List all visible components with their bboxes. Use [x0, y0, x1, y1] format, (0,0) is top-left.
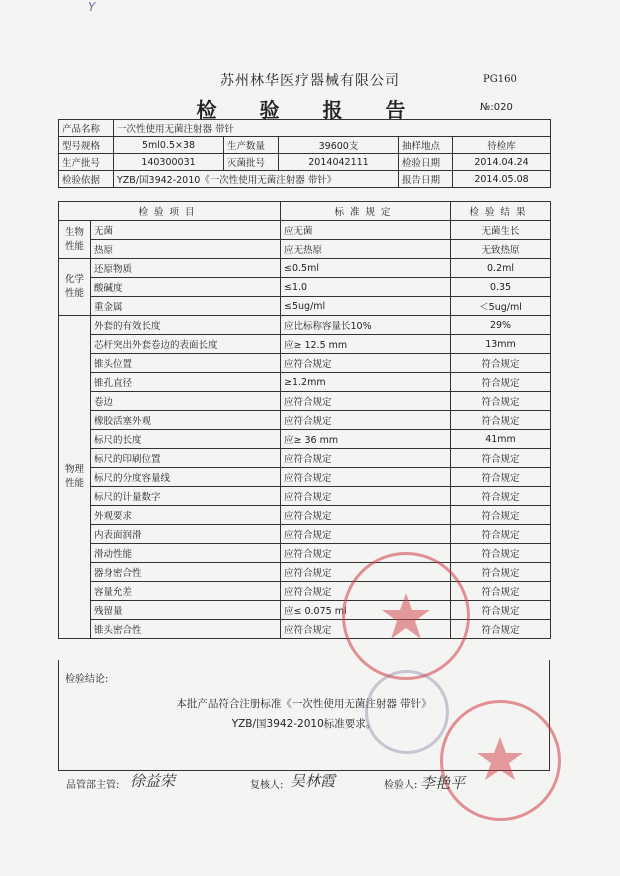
table-row	[59, 601, 551, 620]
basis-label: 检验依据	[59, 171, 114, 188]
item-cell: 滑动性能	[91, 544, 281, 563]
item-cell: 锥头密合性	[91, 620, 281, 639]
model-label: 型号规格	[59, 137, 114, 154]
std-cell: 应无热原	[281, 240, 451, 259]
result-cell: 符合规定	[451, 392, 551, 411]
result-cell: 符合规定	[451, 525, 551, 544]
col-header-result: 检验结果	[451, 202, 551, 221]
table-row	[59, 563, 551, 582]
item-cell: 芯杆突出外套卷边的表面长度	[91, 335, 281, 354]
test-table	[58, 201, 551, 639]
result-cell: 符合规定	[451, 354, 551, 373]
result-cell: 29%	[451, 316, 551, 335]
item-cell: 标尺的长度	[91, 430, 281, 449]
qty-value: 39600支	[279, 137, 399, 154]
steril-batch-label: 灭菌批号	[224, 154, 279, 171]
result-cell: 符合规定	[451, 506, 551, 525]
table-row	[59, 468, 551, 487]
std-cell: 应符合规定	[281, 468, 451, 487]
item-cell: 标尺的计量数字	[91, 487, 281, 506]
table-row	[59, 582, 551, 601]
std-cell: 应≤ 0.075 ml	[281, 601, 451, 620]
product-name-label: 产品名称	[59, 120, 114, 137]
steril-batch-value: 2014042111	[279, 154, 399, 171]
item-cell: 还原物质	[91, 259, 281, 278]
qty-label: 生产数量	[224, 137, 279, 154]
col-header-std: 标准规定	[281, 202, 451, 221]
std-cell: 应符合规定	[281, 525, 451, 544]
batch-label: 生产批号	[59, 154, 114, 171]
table-row	[59, 430, 551, 449]
table-row	[59, 411, 551, 430]
item-cell: 无菌	[91, 221, 281, 240]
result-cell: 符合规定	[451, 544, 551, 563]
std-cell: 应≥ 12.5 mm	[281, 335, 451, 354]
seal-star-icon	[345, 555, 467, 677]
std-cell: 应符合规定	[281, 449, 451, 468]
result-cell: 无菌生长	[451, 221, 551, 240]
result-cell: 符合规定	[451, 563, 551, 582]
item-cell: 酸碱度	[91, 278, 281, 297]
std-cell: 应符合规定	[281, 354, 451, 373]
inspector-signature: 李艳平	[420, 774, 466, 792]
item-cell: 锥孔直径	[91, 373, 281, 392]
category-chem: 化学性能	[59, 259, 91, 316]
product-name: 一次性使用无菌注射器 带针	[114, 120, 551, 137]
result-cell: 符合规定	[451, 411, 551, 430]
std-cell: ≤1.0	[281, 278, 451, 297]
category-phys: 物理性能	[59, 316, 91, 639]
report-title: 检 验 报 告	[196, 98, 424, 122]
table-row	[59, 506, 551, 525]
report-date-label: 报告日期	[399, 171, 453, 188]
col-header-item: 检验项目	[59, 202, 281, 221]
reviewer-signature: 吴林霞	[290, 772, 336, 790]
result-cell: 符合规定	[451, 620, 551, 639]
item-cell: 容量允差	[91, 582, 281, 601]
table-row	[59, 354, 551, 373]
basis-value: YZB/国3942-2010《一次性使用无菌注射器 带针》	[114, 171, 399, 188]
result-cell: 符合规定	[451, 373, 551, 392]
std-cell: 应符合规定	[281, 544, 451, 563]
table-row	[59, 544, 551, 563]
result-cell: 符合规定	[451, 449, 551, 468]
std-cell: 应符合规定	[281, 506, 451, 525]
table-row	[59, 221, 551, 240]
qa-head-label: 品管部主管:	[66, 780, 120, 791]
item-cell: 橡胶活塞外观	[91, 411, 281, 430]
result-cell: 无致热原	[451, 240, 551, 259]
inspector-label: 检验人:	[384, 780, 418, 791]
result-cell: 0.35	[451, 278, 551, 297]
faded-seal	[365, 670, 449, 754]
result-cell: ＜5ug/ml	[451, 297, 551, 316]
table-row	[59, 240, 551, 259]
quality-seal	[440, 700, 561, 821]
std-cell: ≥1.2mm	[281, 373, 451, 392]
item-cell: 重金属	[91, 297, 281, 316]
inspect-date-label: 检验日期	[399, 154, 453, 171]
item-cell: 标尺的印刷位置	[91, 449, 281, 468]
item-cell: 标尺的分度容量线	[91, 468, 281, 487]
conclusion-line-1: 本批产品符合注册标准《一次性使用无菌注射器 带针》	[176, 698, 432, 710]
table-row	[59, 620, 551, 639]
corner-mark: Y	[88, 0, 96, 14]
table-row	[59, 297, 551, 316]
form-number: PG160	[483, 74, 517, 85]
std-cell: 应符合规定	[281, 411, 451, 430]
reviewer-label: 复核人:	[250, 780, 284, 791]
result-cell: 符合规定	[451, 601, 551, 620]
item-cell: 外套的有效长度	[91, 316, 281, 335]
result-cell: 符合规定	[451, 487, 551, 506]
info-table	[58, 119, 551, 188]
company-name: 苏州林华医疗器械有限公司	[220, 73, 400, 89]
std-cell: 应符合规定	[281, 563, 451, 582]
result-cell: 符合规定	[451, 468, 551, 487]
quality-seal-star-icon	[443, 703, 558, 818]
category-bio: 生物性能	[59, 221, 91, 259]
sample-place-label: 抽样地点	[399, 137, 453, 154]
result-cell: 41mm	[451, 430, 551, 449]
table-row	[59, 278, 551, 297]
item-cell: 热原	[91, 240, 281, 259]
std-cell: 应比标称容量长10%	[281, 316, 451, 335]
table-row	[59, 487, 551, 506]
item-cell: 锥头位置	[91, 354, 281, 373]
result-cell: 符合规定	[451, 582, 551, 601]
report-date-value: 2014.05.08	[453, 171, 551, 188]
std-cell: ≤0.5ml	[281, 259, 451, 278]
item-cell: 卷边	[91, 392, 281, 411]
model-value: 5ml0.5×38	[114, 137, 224, 154]
item-cell: 内表面润滑	[91, 525, 281, 544]
table-row	[59, 392, 551, 411]
sample-place-value: 待检库	[453, 137, 551, 154]
company-seal	[342, 552, 470, 680]
std-cell: ≤5ug/ml	[281, 297, 451, 316]
batch-value: 140300031	[114, 154, 224, 171]
table-row	[59, 525, 551, 544]
result-cell: 0.2ml	[451, 259, 551, 278]
std-cell: 应符合规定	[281, 582, 451, 601]
std-cell: 应符合规定	[281, 487, 451, 506]
std-cell: 应无菌	[281, 221, 451, 240]
table-row	[59, 449, 551, 468]
inspect-date-value: 2014.04.24	[453, 154, 551, 171]
conclusion-line-2: YZB/国3942-2010标准要求。	[231, 718, 377, 730]
item-cell: 外观要求	[91, 506, 281, 525]
table-row	[59, 335, 551, 354]
qa-head-signature: 徐益荣	[130, 772, 176, 790]
conclusion-label: 检验结论:	[65, 674, 109, 685]
table-row	[59, 373, 551, 392]
item-cell: 残留量	[91, 601, 281, 620]
result-cell: 13mm	[451, 335, 551, 354]
item-cell: 器身密合性	[91, 563, 281, 582]
std-cell: 应≥ 36 mm	[281, 430, 451, 449]
table-row	[59, 259, 551, 278]
std-cell: 应符合规定	[281, 620, 451, 639]
report-number: №:020	[480, 102, 513, 113]
std-cell: 应符合规定	[281, 392, 451, 411]
table-row	[59, 316, 551, 335]
